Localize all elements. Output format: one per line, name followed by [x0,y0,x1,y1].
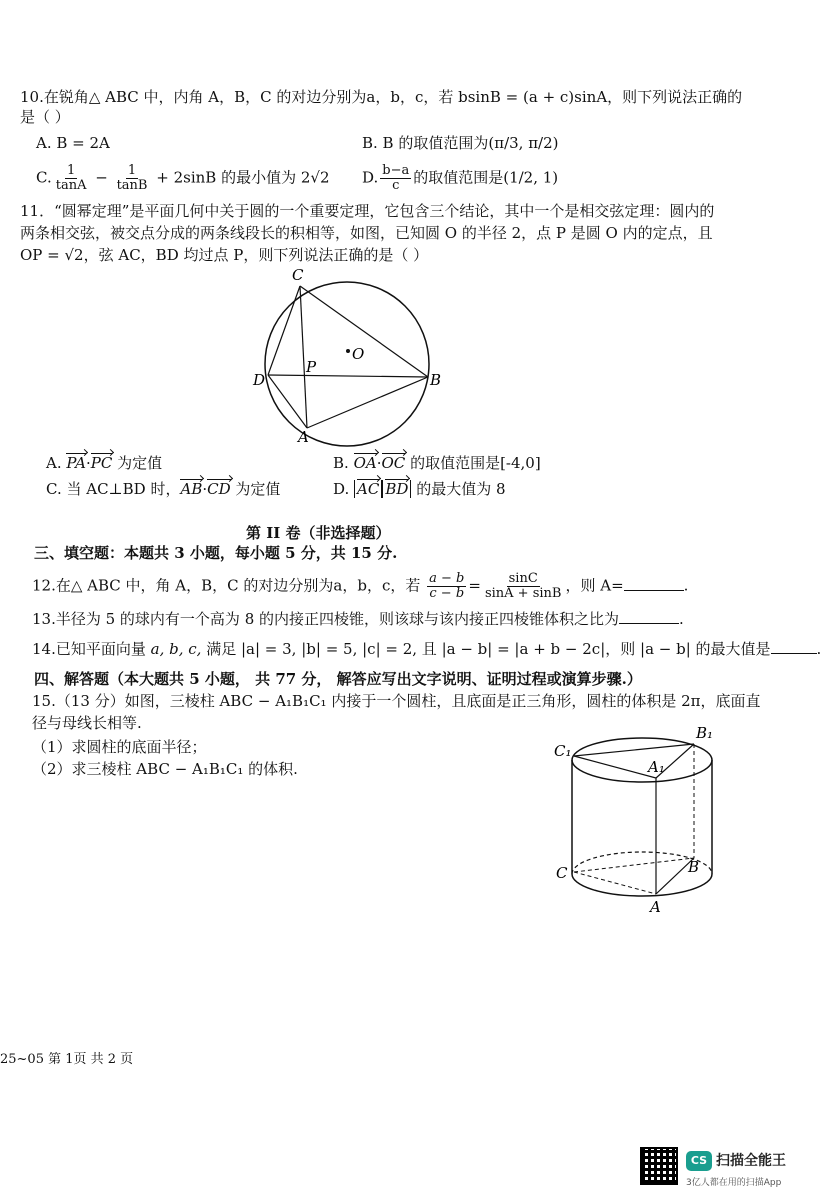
label-b1: B₁ [696,724,714,742]
label-a: A [650,898,661,916]
frac-num: b−a [382,163,410,178]
q10-option-c-label: C. [36,168,52,187]
q10-option-d [362,164,558,193]
q13-end: . [679,610,684,628]
q11-option-a: A. PA·PC 为定值 [46,454,163,472]
camscanner-logo-icon: CS [686,1151,712,1171]
label-o: O [352,345,365,363]
vector-ac: AC [357,480,380,498]
q13 [32,608,684,630]
edge-c1a1 [574,756,656,778]
q11-option-b-text: 的取值范围是[-4,0] [410,454,541,472]
q12-frac-right [483,572,564,601]
section2-title: 第 II 卷（非选择题） [246,524,391,542]
chord-cb [300,286,428,377]
frac-num: 1 [127,163,137,178]
q11-circle-diagram [250,264,450,444]
q10-option-d-label: D. [362,168,379,187]
vector-pc: PC [90,454,113,472]
q11-option-a-text: 为定值 [117,454,163,472]
q12-frac-left [427,572,466,601]
label-a1: A₁ [648,758,665,776]
label-c1: C₁ [554,742,572,760]
q11-option-d [333,478,506,500]
q10-option-c-text: + 2sinB 的最小值为 2√2 [156,168,330,187]
q10-option-c-frac1 [54,164,89,193]
q14-vectors: a, b, c, [150,640,202,658]
frac-num: 1 [66,163,76,178]
q14-answer-blank[interactable] [771,639,817,654]
q10-option-c-frac2 [115,164,150,193]
chord-ab [307,377,428,428]
q15-sub2: （2）求三棱柱 ABC − A₁B₁C₁ 的体积. [32,760,298,778]
q12-suffix: ，则 A= [565,576,624,595]
q13-text: 13.半径为 5 的球内有一个高为 8 的内接正四棱锥，则该球与该内接正四棱锥体积之比为 [32,610,620,628]
q11-option-c-text: 为定值 [235,480,281,498]
edge-ca [574,872,656,894]
q11-line1: 11．“圆幂定理”是平面几何中关于圆的一个重要定理，它包含三个结论，其中一个是相交弦定理：圆内的 [20,202,715,220]
q15-cylinder-diagram [548,716,728,916]
camscanner-tagline: 3亿人都在用的扫描App [686,1178,782,1188]
label-b: B [430,371,442,389]
q14 [32,638,821,660]
label-a: A [298,428,309,446]
q10-stem-line2: 是（ ） [20,108,70,126]
q10-option-b [362,132,559,154]
q11-option-b: B. OA·OC 的取值范围是[-4,0] [333,454,541,472]
q11-option-a-label: A. [46,454,62,472]
camscanner-brand: 扫描全能王 [716,1153,786,1169]
label-d: D [253,371,266,389]
label-b: B [688,858,700,876]
q12-answer-blank[interactable] [624,576,684,591]
q14-end: . [816,640,821,658]
cylinder-bottom-front [572,874,712,896]
q15-line2: 径与母线长相等. [32,714,142,732]
page-footer: 25~05 第 1页 共 2 页 [0,1052,134,1067]
frac-num: a − b [429,571,465,586]
q12-eq: = [468,576,481,595]
circle-o [265,282,429,446]
q10-option-c: C. $\frac{1}{\tan A}$ − $\frac{1}{\tan B}$ + 2sinB 的最小值为 2√2 [36,163,330,193]
vector-ab: AB [180,480,203,498]
q15-sub1: （1）求圆柱的底面半径； [32,738,207,756]
frac-den: sinA + sinB [484,586,562,601]
vector-bd: BD [385,480,409,498]
edge-cb [574,858,694,872]
frac-den: tanA [55,178,87,193]
label-p: P [306,358,317,376]
vector-pa: PA [66,454,86,472]
qr-code-icon [640,1147,678,1185]
chord-db [268,375,428,377]
frac-num: sinC [508,571,538,586]
q11-option-b-label: B. [333,454,349,472]
q15-line1: 15.（13 分）如图，三棱柱 ABC − A₁B₁C₁ 内接于一个圆柱，且底面是正三角形，圆柱的体积是 2π，底面直 [32,692,761,710]
vector-oa: OA [353,454,377,472]
q11-option-c: C. 当 AC⊥BD 时，AB·CD 为定值 [46,480,281,498]
q11-line3: OP = √2，弦 AC，BD 均过点 P，则下列说法正确的是（ ） [20,246,429,264]
frac-den: tanB [116,178,148,193]
q10-stem-line1: 10.在锐角△ ABC 中，内角 A，B，C 的对边分别为a，b，c，若 bsinB = (a + c)sinA，则下列说法正确的 [20,88,743,106]
frac-den: c − b [429,586,465,601]
label-c: C [292,266,304,284]
q12 [32,572,688,601]
q10-option-b-text: B. B 的取值范围为 [362,134,489,152]
part4-heading: 四、解答题（本大题共 5 小题， 共 77 分， 解答应写出文字说明、证明过程或演算步骤.） [34,670,642,688]
q10-option-d-text: 的取值范围是(1/2, 1) [413,168,559,187]
q12-end: . [683,576,689,595]
edge-c1b1 [574,744,694,756]
q10-option-d-frac [380,164,411,193]
q10-option-a: A. B = 2A [36,134,110,152]
vector-oc: OC [381,454,406,472]
q14-prefix: 14.已知平面向量 [32,640,146,658]
q10-option-b-range: (π/3, π/2) [488,134,559,152]
center-dot [346,349,350,353]
label-c: C [556,864,568,882]
q14-text: 满足 |a| = 3, |b| = 5, |c| = 2, 且 |a − b| = |a + b − 2c|，则 |a − b| 的最大值是 [206,640,771,658]
frac-den: c [392,178,400,193]
vector-cd: CD [207,480,231,498]
chord-ca [300,286,307,428]
part3-heading: 三、填空题：本题共 3 小题，每小题 5 分，共 15 分. [34,544,398,562]
q11-option-c-label: C. 当 AC⊥BD 时， [46,480,181,498]
q12-prefix: 12.在△ ABC 中，角 A，B，C 的对边分别为a，b，c，若 [32,576,421,595]
q11-option-d-label: D. [333,480,350,498]
q11-line2: 两条相交弦，被交点分成的两条线段长的积相等，如图，已知圆 O 的半径 2，点 P 是圆 O 内的定点，且 [20,224,713,242]
q11-option-d-text: 的最大值为 8 [416,480,506,498]
q13-answer-blank[interactable] [619,609,679,624]
